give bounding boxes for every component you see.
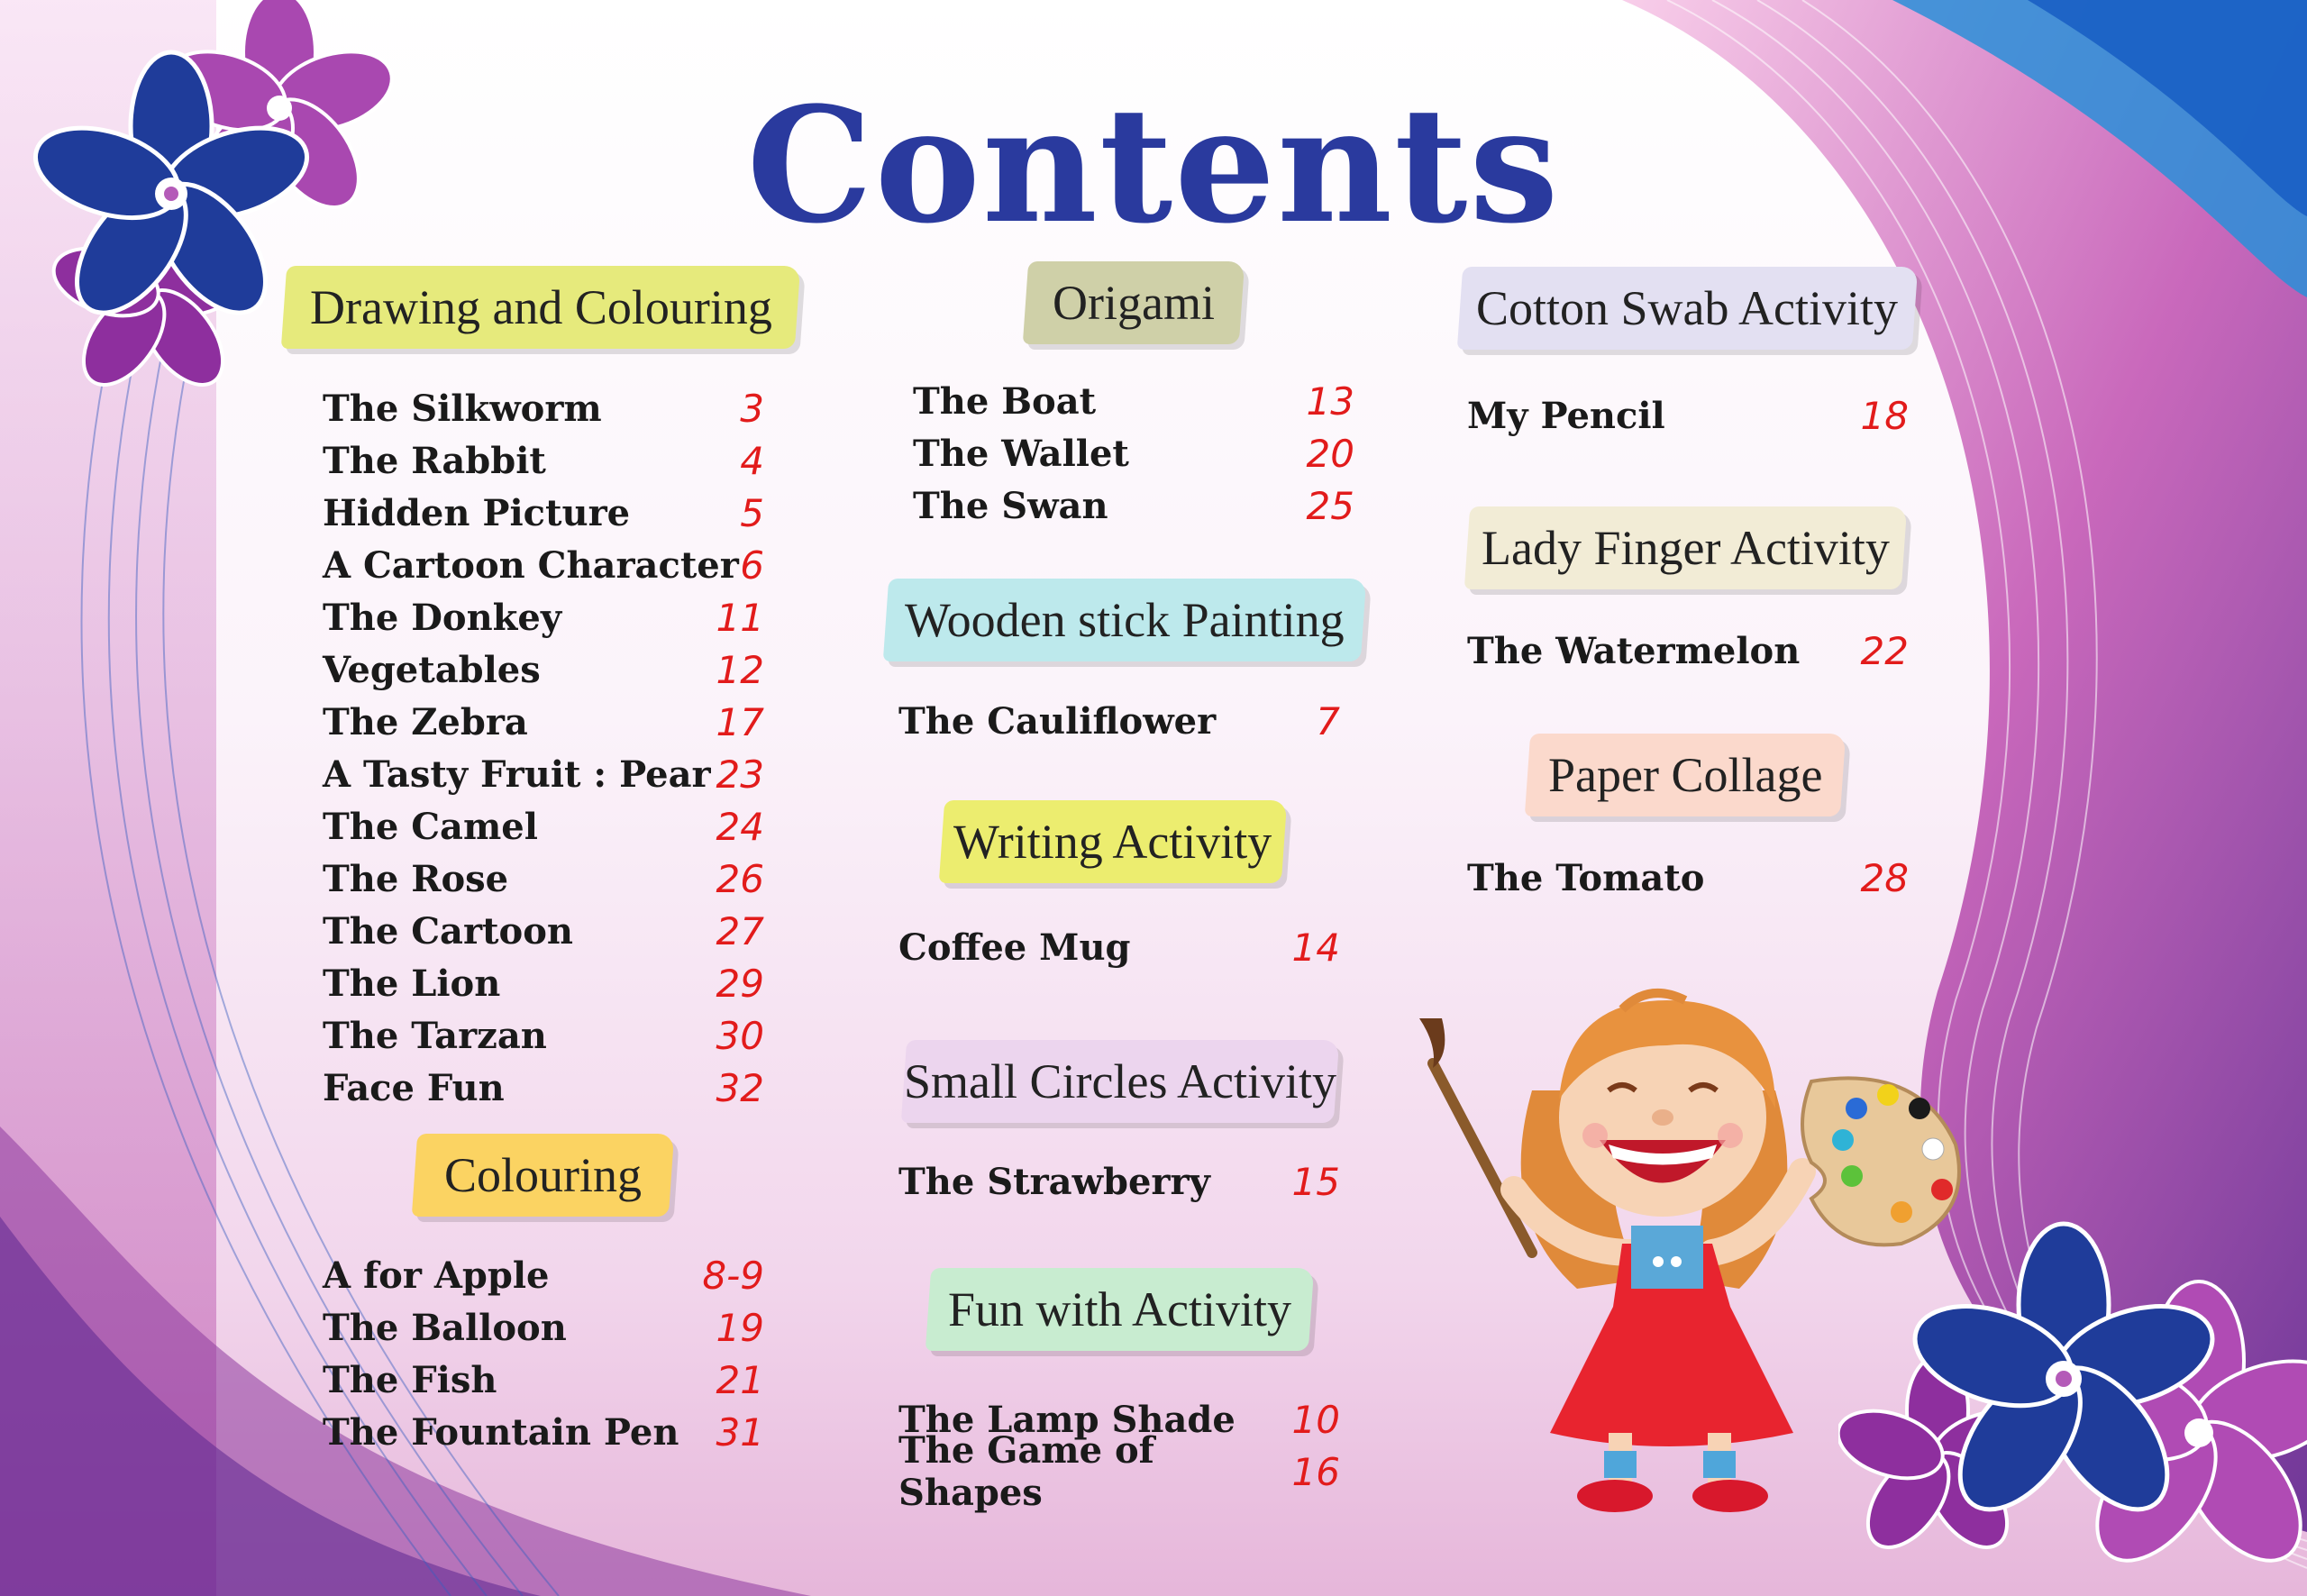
toc-entry [913, 479, 1354, 532]
toc-entry [323, 539, 764, 591]
toc-list-origami [913, 375, 1354, 532]
toc-entry-title: The Game of Shapes [898, 1429, 1154, 1514]
toc-entry-page-number: 3 [740, 386, 764, 431]
toc-entry-title: The Strawberry [898, 1160, 1210, 1203]
toc-entry-page-number: 32 [716, 1065, 764, 1110]
toc-entry-page-number: 29 [716, 961, 764, 1006]
toc-entry-title: The Lamp Shade [898, 1398, 1236, 1441]
toc-entry [323, 1406, 764, 1458]
toc-entry-title: A Tasty Fruit : Pear [323, 752, 711, 796]
toc-entry [323, 434, 764, 487]
toc-entry-page-number: 8-9 [702, 1253, 764, 1298]
toc-entry-title: The Fountain Pen [323, 1410, 679, 1454]
toc-entry-title: The Tomato [1467, 856, 1705, 899]
toc-entry [913, 375, 1354, 427]
section-heading-cotton-swab-activity: Cotton Swab Activity [1457, 267, 1918, 350]
toc-entry [898, 921, 1340, 973]
toc-entry-page-number: 14 [1291, 925, 1340, 970]
toc-entry [1467, 389, 1909, 442]
toc-entry-page-number: 7 [1316, 698, 1340, 743]
toc-entry-page-number: 18 [1860, 393, 1909, 438]
toc-entry [323, 643, 764, 696]
toc-entry-title: The Donkey [323, 596, 562, 639]
toc-entry-title: The Fish [323, 1358, 497, 1401]
page-title: Contents [746, 72, 1561, 259]
toc-entry [323, 957, 764, 1009]
toc-entry-page-number: 15 [1291, 1159, 1340, 1204]
toc-entry-page-number: 27 [716, 908, 764, 953]
toc-entry-title: The Rose [323, 857, 509, 900]
toc-entry-title: My Pencil [1467, 394, 1665, 437]
toc-entry-title: Coffee Mug [898, 926, 1131, 969]
toc-entry-title: The Silkworm [323, 387, 602, 430]
toc-entry-title: The Swan [913, 484, 1108, 527]
toc-entry [323, 591, 764, 643]
toc-entry-page-number: 31 [716, 1409, 764, 1455]
toc-entry [323, 696, 764, 748]
toc-entry [323, 1354, 764, 1406]
toc-entry [898, 1155, 1340, 1208]
toc-entry-page-number: 21 [716, 1357, 764, 1402]
toc-list-wooden [898, 695, 1340, 747]
toc-list-fun [898, 1393, 1340, 1514]
toc-entry-title: The Tarzan [323, 1014, 547, 1057]
toc-list-circles [898, 1155, 1340, 1208]
toc-entry-title: The Lion [323, 962, 501, 1005]
toc-entry-title: The Cauliflower [898, 699, 1217, 743]
toc-entry-page-number: 11 [716, 595, 764, 640]
toc-entry-page-number: 20 [1306, 431, 1354, 476]
toc-entry [913, 427, 1354, 479]
section-heading-small-circles-activity: Small Circles Activity [901, 1040, 1339, 1123]
toc-list-writing [898, 921, 1340, 973]
section-heading-drawing-and-colouring: Drawing and Colouring [281, 266, 800, 349]
toc-entry-page-number: 12 [716, 647, 764, 692]
toc-entry-title: A for Apple [323, 1254, 550, 1297]
toc-entry [323, 748, 764, 800]
toc-entry [323, 382, 764, 434]
toc-entry-title: The Zebra [323, 700, 528, 743]
toc-entry-title: The Boat [913, 379, 1097, 423]
toc-list-lady [1467, 625, 1909, 677]
toc-entry-title: A Cartoon Character [323, 543, 739, 587]
toc-entry-title: Hidden Picture [323, 491, 631, 534]
toc-entry [323, 905, 764, 957]
toc-entry-title: The Cartoon [323, 909, 573, 953]
toc-entry-page-number: 22 [1860, 628, 1909, 673]
toc-entry-title: Face Fun [323, 1066, 505, 1109]
toc-entry [898, 695, 1340, 747]
toc-entry-title: The Rabbit [323, 439, 546, 482]
toc-entry-page-number: 17 [716, 699, 764, 744]
toc-entry-title: Vegetables [323, 648, 541, 691]
section-heading-paper-collage: Paper Collage [1525, 734, 1846, 816]
toc-entry-page-number: 5 [740, 490, 764, 535]
toc-list-cotton [1467, 389, 1909, 442]
toc-entry-title: The Camel [323, 805, 538, 848]
toc-entry-title: The Wallet [913, 432, 1129, 475]
toc-entry-page-number: 16 [1291, 1449, 1340, 1494]
toc-entry-page-number: 10 [1291, 1397, 1340, 1442]
toc-entry [1467, 852, 1909, 904]
toc-entry-page-number: 24 [716, 804, 764, 849]
toc-entry [323, 1249, 764, 1301]
toc-entry [323, 1009, 764, 1062]
section-heading-colouring: Colouring [412, 1134, 674, 1217]
toc-entry-page-number: 25 [1306, 483, 1354, 528]
toc-entry [1467, 625, 1909, 677]
toc-entry-page-number: 19 [716, 1305, 764, 1350]
toc-entry [323, 487, 764, 539]
section-heading-wooden-stick-painting: Wooden stick Painting [883, 579, 1366, 661]
toc-entry-title: The Balloon [323, 1306, 567, 1349]
section-heading-lady-finger-activity: Lady Finger Activity [1464, 506, 1907, 589]
girl-painter-illustration [1415, 982, 1992, 1523]
toc-entry [323, 1062, 764, 1114]
toc-entry-page-number: 30 [716, 1013, 764, 1058]
toc-entry [898, 1429, 1340, 1514]
toc-entry [323, 853, 764, 905]
toc-entry-page-number: 13 [1306, 378, 1354, 424]
toc-entry-page-number: 28 [1860, 855, 1909, 900]
section-heading-writing-activity: Writing Activity [939, 800, 1287, 883]
toc-entry-page-number: 26 [716, 856, 764, 901]
toc-entry-page-number: 6 [740, 543, 764, 588]
toc-list-colouring [323, 1249, 764, 1458]
section-heading-fun-with-activity: Fun with Activity [926, 1268, 1314, 1351]
toc-entry-page-number: 23 [716, 752, 764, 797]
toc-entry-title: The Watermelon [1467, 629, 1801, 672]
toc-entry [323, 800, 764, 853]
toc-entry [323, 1301, 764, 1354]
section-heading-origami: Origami [1023, 261, 1245, 344]
toc-list-drawing [323, 382, 764, 1114]
toc-entry-page-number: 4 [740, 438, 764, 483]
toc-list-collage [1467, 852, 1909, 904]
